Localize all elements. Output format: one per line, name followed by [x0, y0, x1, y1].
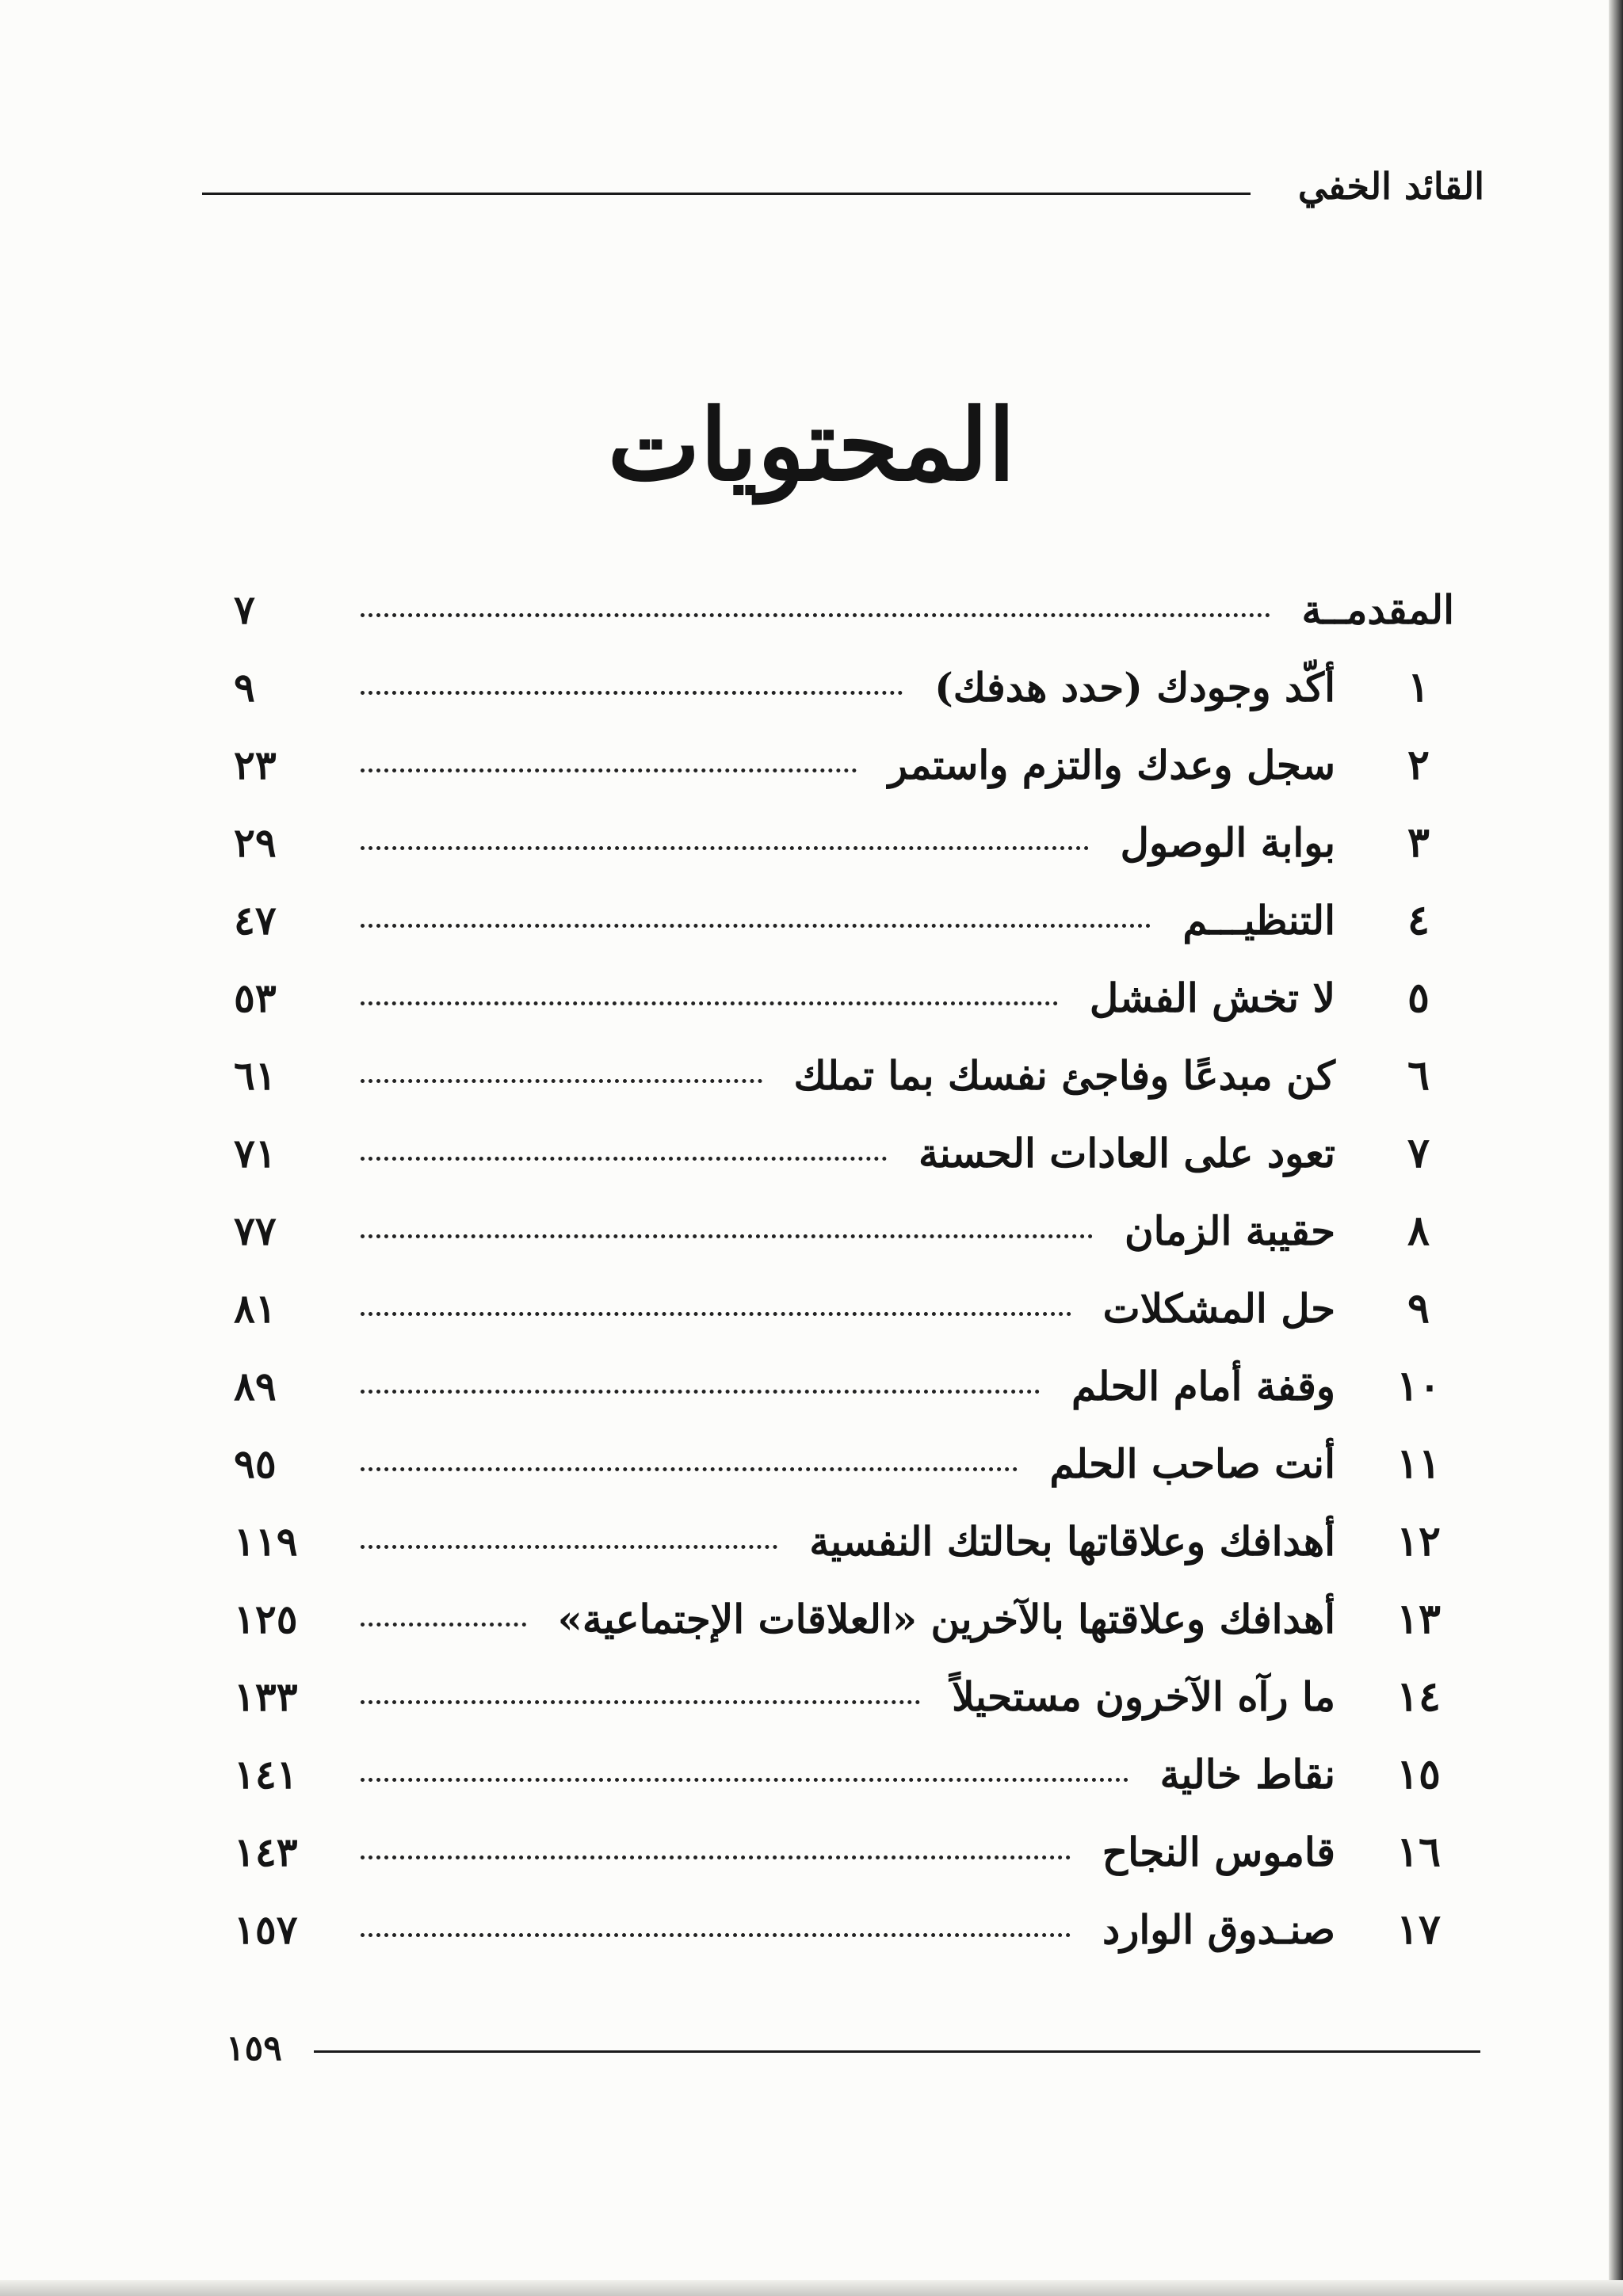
toc-leader-dots	[361, 1700, 920, 1704]
toc-leader-dots	[361, 846, 1089, 850]
chapter-number: ٤	[1407, 895, 1430, 944]
chapter-number: ١٠	[1396, 1361, 1441, 1410]
chapter-page: ٥٣	[234, 974, 277, 1021]
chapter-page: ١١٩	[234, 1517, 298, 1565]
chapter-title: سجل وعدك والتزم واستمر	[888, 741, 1335, 788]
toc-leader-dots	[361, 1855, 1071, 1859]
toc-row[interactable]	[234, 1735, 1454, 1813]
toc-intro-title: المقدمــة	[1301, 585, 1454, 633]
chapter-page: ٧١	[234, 1129, 277, 1177]
chapter-number: ١٣	[1396, 1594, 1441, 1643]
toc-leader-dots	[361, 613, 1270, 617]
toc-row[interactable]	[234, 648, 1454, 726]
toc-row[interactable]	[234, 1657, 1454, 1735]
toc-row[interactable]	[234, 1425, 1454, 1502]
toc-row[interactable]	[234, 1813, 1454, 1890]
chapter-title: نقاط خالية	[1159, 1750, 1335, 1798]
chapter-number: ١٤	[1396, 1672, 1441, 1721]
chapter-title: بوابة الوصول	[1120, 818, 1335, 866]
chapter-page: ١٢٥	[234, 1595, 298, 1642]
table-of-contents	[234, 570, 1454, 1968]
toc-leader-dots	[361, 1001, 1058, 1005]
chapter-title: ما رآه الآخرون مستحيلاً	[952, 1672, 1335, 1720]
chapter-number: ١٥	[1396, 1749, 1441, 1798]
chapter-number: ٩	[1407, 1283, 1430, 1333]
chapter-title: أهدافك وعلاقتها بالآخرين «العلاقات الإجتماعية»	[557, 1595, 1335, 1642]
chapter-title: قاموس النجاح	[1102, 1828, 1335, 1875]
toc-row[interactable]	[234, 1036, 1454, 1114]
chapter-title: تعود على العادات الحسنة	[918, 1129, 1335, 1177]
chapter-number: ١٢	[1396, 1516, 1441, 1566]
page-title: المحتويات	[607, 388, 1016, 503]
toc-row[interactable]	[234, 1269, 1454, 1347]
toc-row[interactable]	[234, 1347, 1454, 1425]
chapter-page: ١٤١	[234, 1750, 298, 1798]
chapter-page: ٤٧	[234, 896, 277, 944]
chapter-number: ٥	[1407, 973, 1430, 1022]
toc-leader-dots	[361, 924, 1151, 928]
chapter-page: ٩٥	[234, 1440, 277, 1487]
chapter-title: كن مبدعًا وفاجئ نفسك بما تملك	[793, 1051, 1335, 1099]
toc-row-intro[interactable]	[234, 570, 1454, 648]
chapter-title: لا تخش الفشل	[1089, 974, 1335, 1021]
toc-leader-dots	[361, 1234, 1093, 1238]
chapter-number: ٧	[1407, 1128, 1430, 1177]
toc-intro-page: ٧	[234, 585, 255, 633]
chapter-number: ٢	[1407, 740, 1430, 789]
toc-row[interactable]	[234, 1114, 1454, 1192]
chapter-page: ٦١	[234, 1051, 277, 1099]
chapter-title: وقفة أمام الحلم	[1071, 1362, 1335, 1409]
chapter-page: ١٤٣	[234, 1828, 298, 1875]
page-bottom-shadow	[0, 2280, 1623, 2296]
chapter-number: ١	[1407, 662, 1430, 711]
toc-row[interactable]	[234, 959, 1454, 1036]
chapter-title: صنـدوق الوارد	[1102, 1905, 1335, 1953]
chapter-page: ٨١	[234, 1284, 277, 1332]
chapter-title: التنظيـــم	[1182, 896, 1335, 944]
toc-leader-dots	[361, 1467, 1018, 1471]
chapter-page: ١٣٣	[234, 1672, 298, 1720]
running-header	[202, 158, 1484, 214]
running-title: القائد الخفي	[1297, 165, 1484, 208]
toc-leader-dots	[361, 1079, 762, 1083]
toc-leader-dots	[361, 1623, 526, 1627]
toc-leader-dots	[361, 691, 903, 695]
header-rule	[202, 193, 1251, 195]
chapter-title: أهدافك وعلاقاتها بحالتك النفسية	[809, 1517, 1335, 1565]
toc-leader-dots	[361, 1545, 777, 1549]
chapter-title: أكّد وجودك (حدد هدفك)	[934, 663, 1335, 711]
toc-row[interactable]	[234, 726, 1454, 803]
page-edge-shadow	[1609, 0, 1623, 2296]
toc-leader-dots	[361, 1778, 1128, 1782]
toc-leader-dots	[361, 769, 857, 772]
chapter-title: حل المشكلات	[1102, 1284, 1335, 1332]
chapter-page: ٨٩	[234, 1362, 277, 1409]
page-number: ١٥٩	[226, 2027, 282, 2069]
chapter-page: ٢٩	[234, 818, 277, 866]
chapter-number: ١٧	[1396, 1905, 1441, 1954]
chapter-page: ٧٧	[234, 1207, 277, 1254]
chapter-number: ٣	[1407, 818, 1430, 867]
chapter-page: ٢٣	[234, 741, 277, 788]
chapter-page: ٩	[234, 663, 255, 711]
toc-leader-dots	[361, 1390, 1040, 1394]
chapter-title: حقيبة الزمان	[1124, 1207, 1335, 1254]
toc-row[interactable]	[234, 1580, 1454, 1657]
toc-row[interactable]	[234, 1192, 1454, 1269]
toc-row[interactable]	[234, 1502, 1454, 1580]
chapter-title: أنت صاحب الحلم	[1049, 1440, 1335, 1487]
toc-row[interactable]	[234, 1890, 1454, 1968]
chapter-number: ٨	[1407, 1206, 1430, 1255]
page-footer	[226, 2020, 1480, 2076]
toc-row[interactable]	[234, 881, 1454, 959]
toc-leader-dots	[361, 1312, 1071, 1316]
chapter-number: ١١	[1396, 1439, 1441, 1488]
chapter-page: ١٥٧	[234, 1905, 298, 1953]
toc-row[interactable]	[234, 803, 1454, 881]
toc-leader-dots	[361, 1157, 887, 1161]
chapter-number: ٦	[1407, 1051, 1430, 1100]
toc-leader-dots	[361, 1933, 1071, 1937]
footer-rule	[314, 2050, 1480, 2053]
chapter-number: ١٦	[1396, 1827, 1441, 1876]
